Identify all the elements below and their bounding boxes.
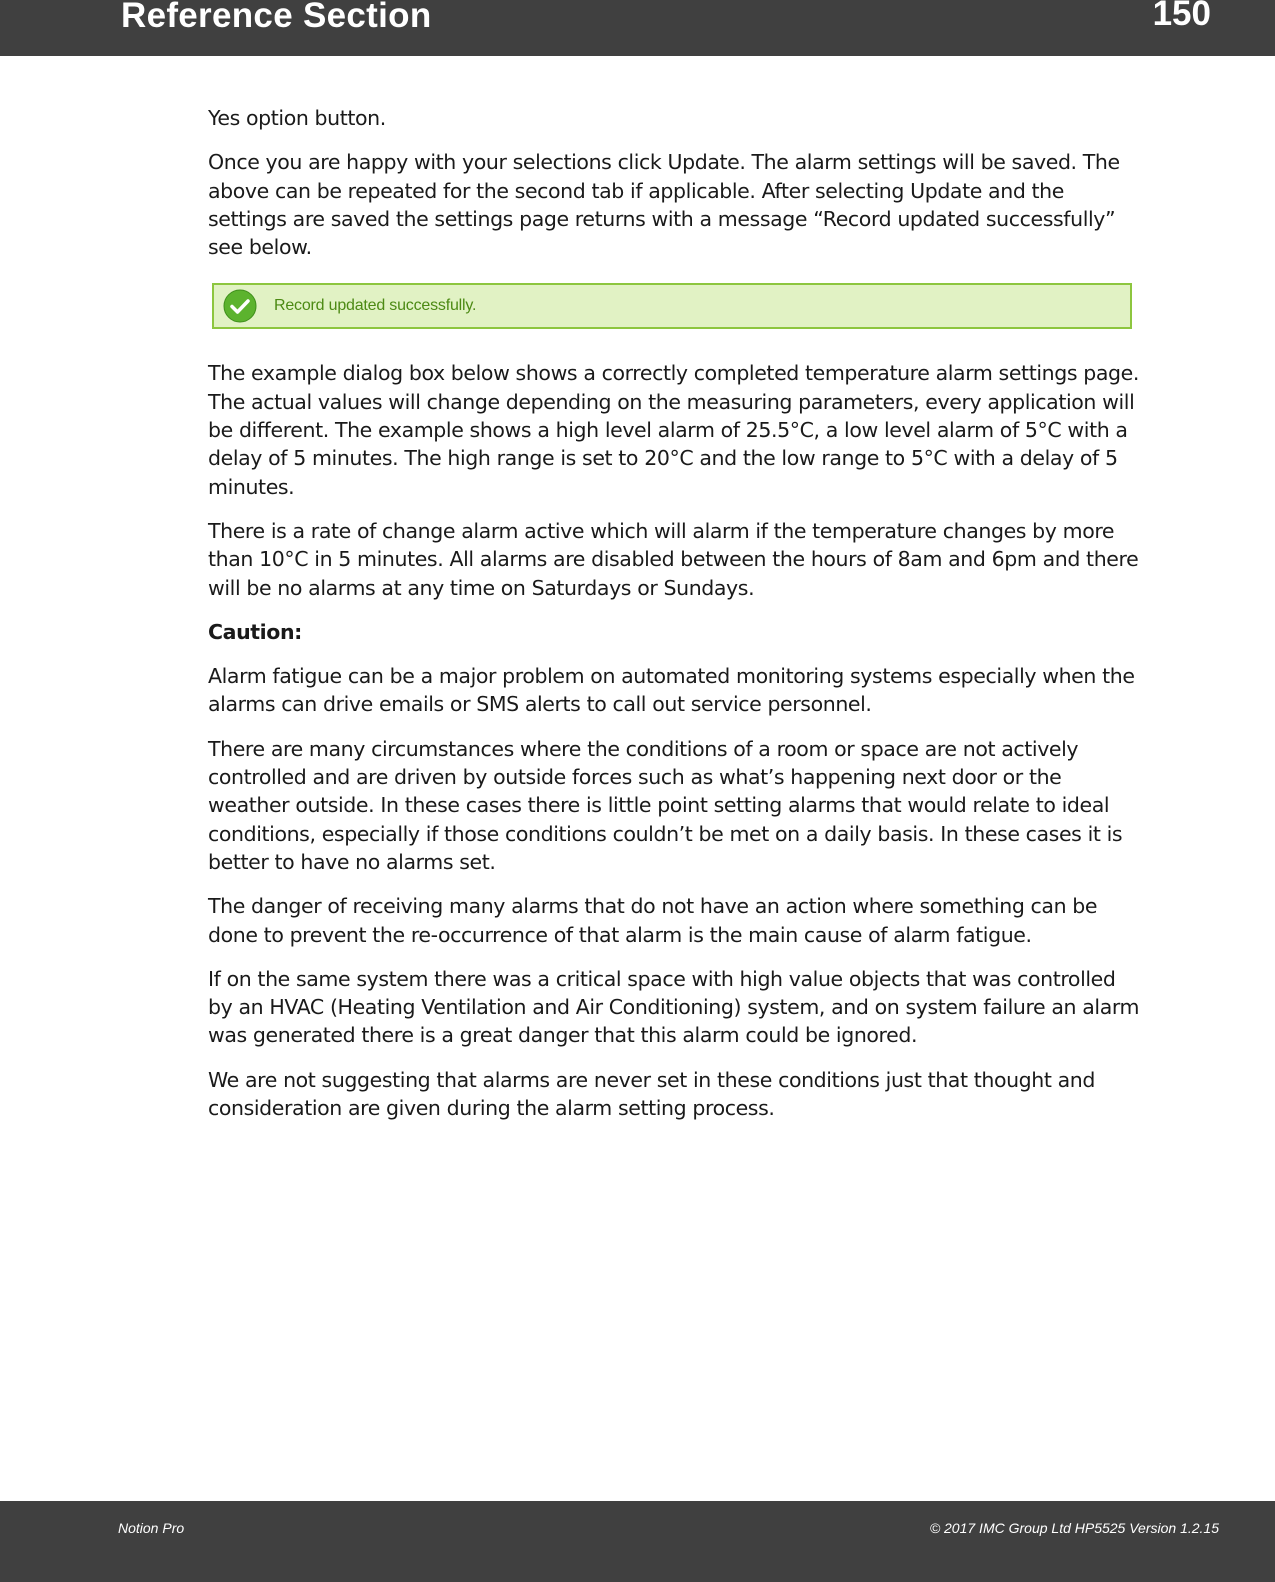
- page-header: [0, 0, 1275, 56]
- footer-product-name: Notion Pro: [118, 1520, 185, 1536]
- paragraph-example-dialog: The example dialog box below shows a correctly completed temperature alarm settings page. The actual values will change depending on the measuring parameters, every application will be different. The example shows a high level alarm of 25.5°C, a low level alarm of 5°C with a delay of 5 minutes. The high range is set to 20°C and the low range to 5°C with a delay of 5 minutes.: [208, 361, 1139, 499]
- paragraph-update-instructions: Once you are happy with your selections click Update. The alarm settings will be saved. The above can be repeated for the second tab if applicable. After selecting Update and the settings are saved the settings page returns with a message “Record updated successfully” see below.: [208, 150, 1120, 260]
- page-content: [208, 104, 1140, 1138]
- paragraph-alarm-fatigue: Alarm fatigue can be a major problem on automated monitoring systems especially when the alarms can drive emails or SMS alerts to call out service personnel.: [208, 664, 1135, 717]
- paragraph-yes-option: Yes option button.: [208, 106, 386, 130]
- paragraph-rate-of-change: There is a rate of change alarm active which will alarm if the temperature changes by more than 10°C in 5 minutes. All alarms are disabled between the hours of 8am and 6pm and there will be no alarms at any time on Saturdays or Sundays.: [208, 518, 1139, 600]
- footer-copyright: © 2017 IMC Group Ltd HP5525 Version 1.2.15: [929, 1520, 1219, 1536]
- section-title: Reference Section: [121, 0, 432, 35]
- paragraph-circumstances: There are many circumstances where the conditions of a room or space are not actively controlled and are driven by outside forces such as what’s happening next door or the weather outside. In these cases there is little point setting alarms that would relate to ideal conditions, especially if those conditions couldn’t be met on a daily basis. In these cases it is better to have no alarms set.: [208, 736, 1123, 874]
- page-footer: [0, 1501, 1275, 1582]
- success-message-text: Record updated successfully.: [274, 297, 477, 315]
- success-message-banner: [212, 283, 1132, 329]
- check-circle-icon: [223, 289, 257, 323]
- page-number: 150: [1152, 0, 1211, 33]
- caution-heading: Caution:: [208, 619, 302, 644]
- paragraph-danger: The danger of receiving many alarms that do not have an action where something can be done to prevent the re-occurrence of that alarm is the main cause of alarm fatigue.: [208, 894, 1098, 947]
- paragraph-not-suggesting: We are not suggesting that alarms are never set in these conditions just that thought and consideration are given during the alarm setting process.: [208, 1067, 1096, 1121]
- paragraph-hvac: If on the same system there was a critical space with high value objects that was controlled by an HVAC (Heating Ventilation and Air Conditioning) system, and on system failure an alarm was generated there is a great danger that this alarm could be ignored.: [208, 966, 1140, 1048]
